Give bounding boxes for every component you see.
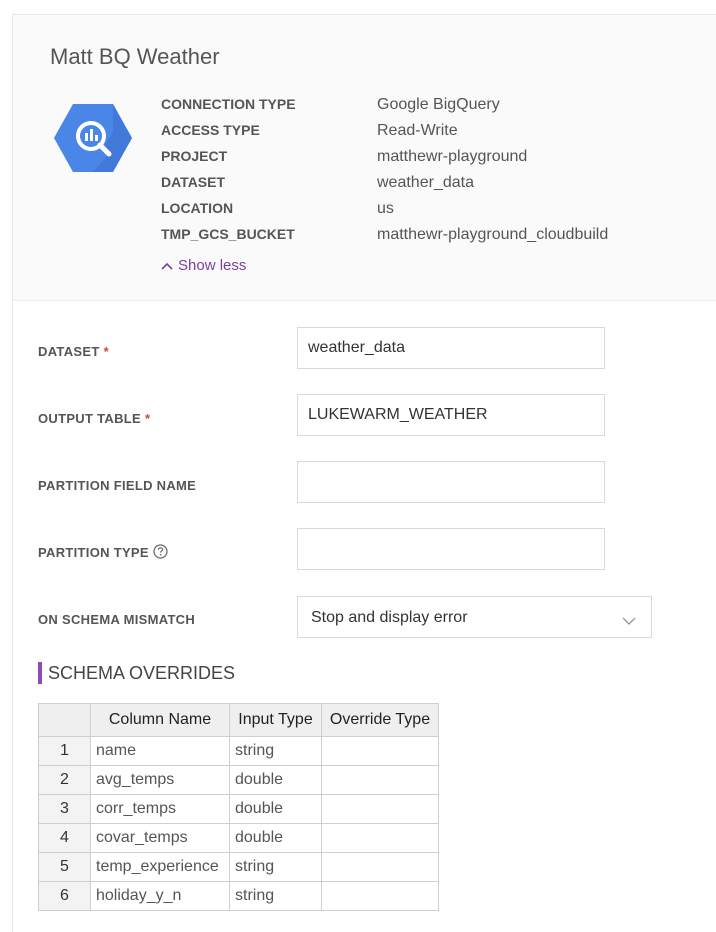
table-row: [39, 824, 439, 853]
partition-type-label: [38, 545, 168, 562]
input-type-cell: double: [230, 795, 322, 824]
override-type-cell[interactable]: [322, 824, 439, 853]
column-name-header: Column Name: [91, 704, 230, 737]
chevron-up-icon: [160, 258, 174, 275]
required-marker: *: [103, 344, 109, 359]
dataset-input[interactable]: [297, 327, 605, 369]
input-type-cell: string: [230, 853, 322, 882]
table-row: [39, 795, 439, 824]
on-schema-mismatch-label: ON SCHEMA MISMATCH: [38, 612, 196, 627]
table-row: [39, 882, 439, 911]
help-circle-icon[interactable]: [153, 544, 168, 562]
input-type-cell: double: [230, 824, 322, 853]
table-header-row: [39, 704, 439, 737]
input-type-cell: string: [230, 737, 322, 766]
column-name-cell: covar_temps: [91, 824, 230, 853]
table-row: [39, 853, 439, 882]
prop-label-connection-type: CONNECTION TYPE: [161, 96, 296, 112]
column-name-cell: holiday_y_n: [91, 882, 230, 911]
show-less-label: Show less: [178, 257, 247, 274]
chevron-down-icon: [621, 613, 637, 631]
prop-label-tmp-gcs-bucket: TMP_GCS_BUCKET: [161, 226, 295, 242]
partition-field-name-input[interactable]: [297, 461, 605, 503]
row-number-header: [39, 704, 91, 737]
row-number: 6: [39, 882, 91, 911]
override-type-cell[interactable]: [322, 853, 439, 882]
dataset-label: [38, 344, 109, 359]
partition-field-name-label: PARTITION FIELD NAME: [38, 478, 197, 493]
required-marker: *: [145, 411, 151, 426]
row-number: 2: [39, 766, 91, 795]
row-number: 3: [39, 795, 91, 824]
override-type-cell[interactable]: [322, 882, 439, 911]
override-type-cell[interactable]: [322, 795, 439, 824]
prop-value-project: matthewr-playground: [377, 148, 528, 165]
on-schema-mismatch-select[interactable]: [297, 596, 652, 638]
table-row: [39, 737, 439, 766]
prop-label-access-type: ACCESS TYPE: [161, 122, 260, 138]
schema-overrides-table: [38, 703, 439, 911]
column-name-cell: avg_temps: [91, 766, 230, 795]
prop-value-connection-type: Google BigQuery: [377, 96, 500, 113]
column-name-cell: corr_temps: [91, 795, 230, 824]
row-number: 4: [39, 824, 91, 853]
connection-title: Matt BQ Weather: [50, 44, 220, 69]
partition-type-label-text: PARTITION TYPE: [38, 545, 149, 560]
prop-value-location: us: [377, 200, 394, 217]
column-name-cell: temp_experience: [91, 853, 230, 882]
select-value: Stop and display error: [311, 609, 468, 626]
bigquery-logo-icon: [53, 102, 133, 174]
dataset-label-text: DATASET: [38, 344, 100, 359]
output-table-input[interactable]: [297, 394, 605, 436]
prop-label-location: LOCATION: [161, 200, 234, 216]
prop-value-dataset: weather_data: [377, 174, 474, 191]
override-type-cell[interactable]: [322, 737, 439, 766]
output-table-label: [38, 411, 150, 426]
input-type-header: Input Type: [230, 704, 322, 737]
input-type-cell: string: [230, 882, 322, 911]
show-less-link[interactable]: [160, 257, 246, 275]
partition-type-input[interactable]: [297, 528, 605, 570]
schema-overrides-heading: SCHEMA OVERRIDES: [38, 662, 235, 684]
prop-label-dataset: DATASET: [161, 174, 226, 190]
override-type-header: Override Type: [322, 704, 439, 737]
output-table-label-text: OUTPUT TABLE: [38, 411, 142, 426]
override-type-cell[interactable]: [322, 766, 439, 795]
row-number: 5: [39, 853, 91, 882]
prop-value-tmp-gcs-bucket: matthewr-playground_cloudbuild: [377, 226, 609, 243]
input-type-cell: double: [230, 766, 322, 795]
column-name-cell: name: [91, 737, 230, 766]
prop-value-access-type: Read-Write: [377, 122, 458, 139]
table-row: [39, 766, 439, 795]
prop-label-project: PROJECT: [161, 148, 228, 164]
row-number: 1: [39, 737, 91, 766]
